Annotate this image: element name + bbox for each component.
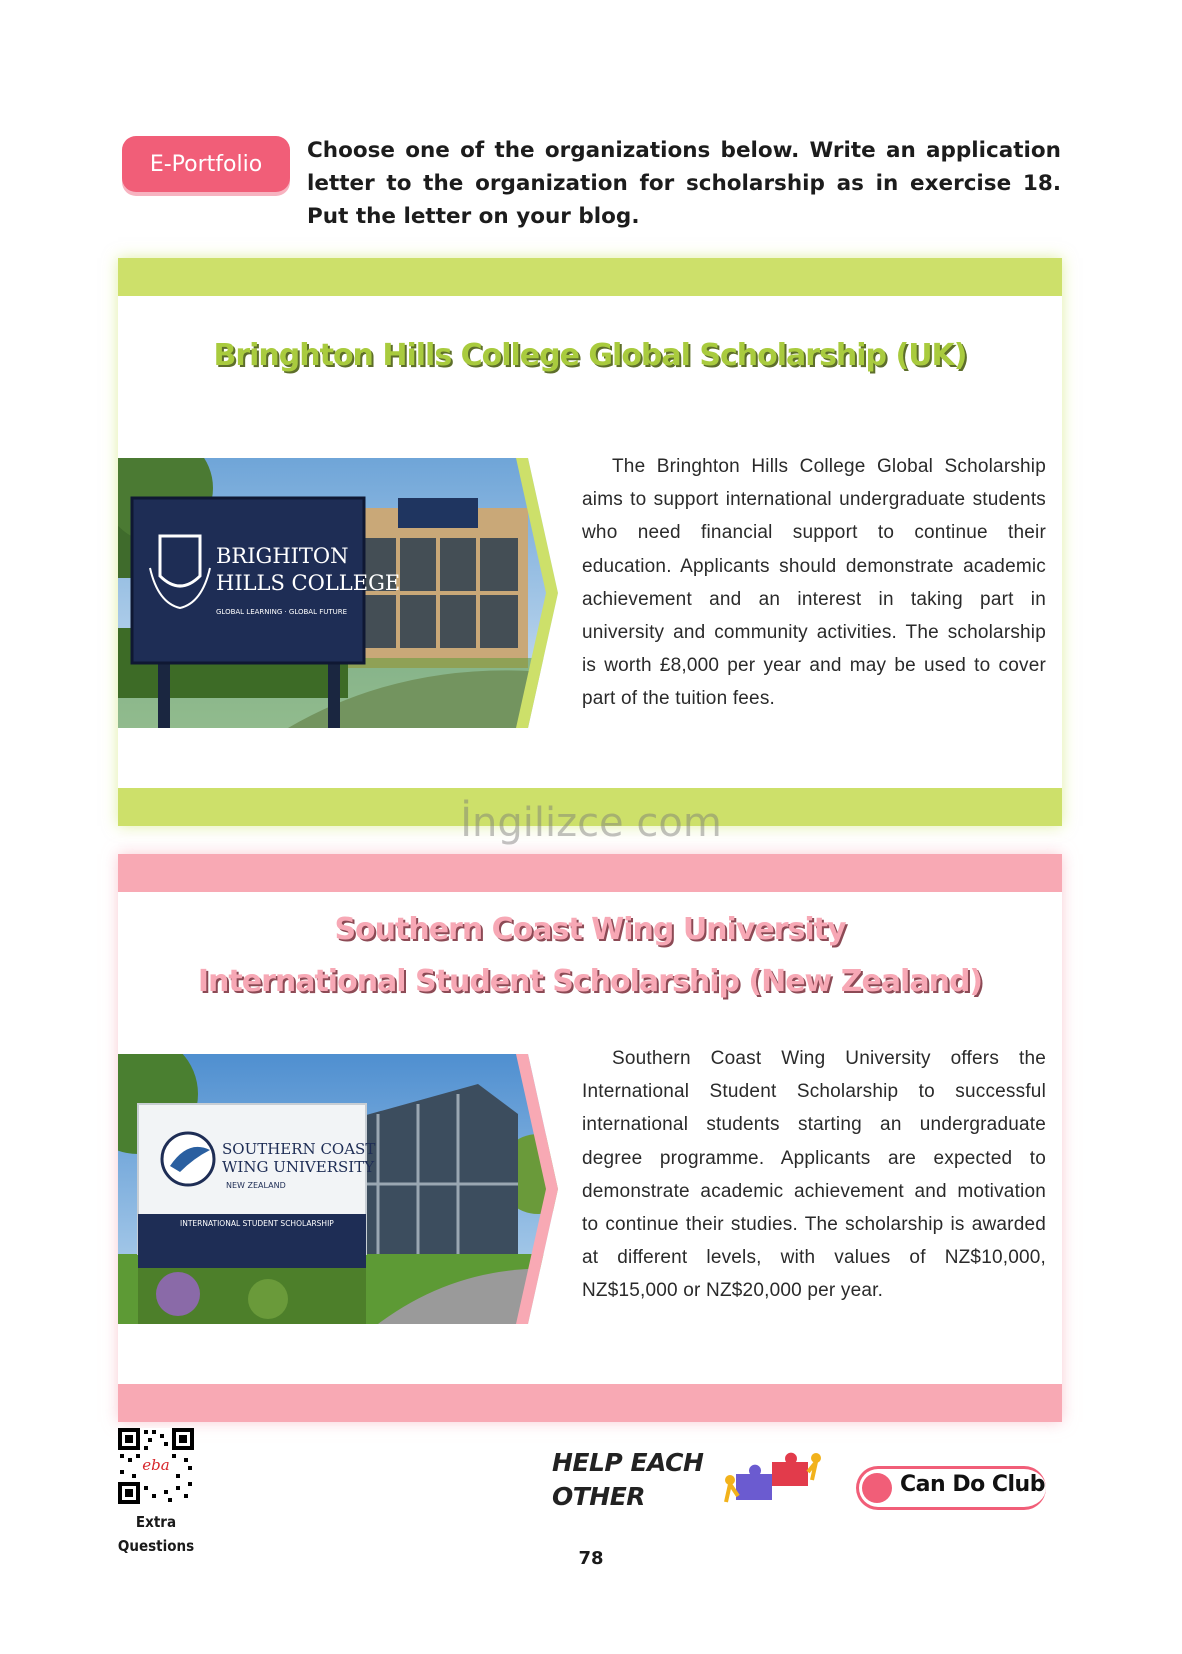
university-sign-subtitle: NEW ZEALAND — [226, 1181, 286, 1190]
card-description: The Bringhton Hills College Global Scholarship aims to support international undergraduate students who need financial support to continue their education. Applicants should demonstrate academic achievement and an interest in taking part in university and community activities. The scholarship is worth £8,000 per year and may be used to cover part of the tuition fees. — [582, 456, 1046, 710]
card-bottom-bar — [118, 1384, 1062, 1422]
can-do-club-dot — [862, 1473, 892, 1503]
task-instructions: Choose one of the organizations below. Write an application letter to the organization for scholarship as in exercise 18. Put the letter on your blog. — [307, 138, 1061, 229]
college-sign-line2: HILLS COLLEGE — [216, 571, 401, 595]
card-description: Southern Coast Wing University offers the International Student Scholarship to successful international students starting an undergraduate degree programme. Applicants are expected to demonstrate academic achievement and motivation to continue their studies. The scholarship is awarded at different levels, with values of NZ$10,000, NZ$15,000 or NZ$20,000 per year. — [582, 1048, 1046, 1302]
university-photo — [118, 1054, 558, 1324]
scholarship-card-brighton — [118, 258, 1062, 826]
puzzle-team-icon — [722, 1444, 822, 1508]
qr-logo-text: eba — [142, 1456, 170, 1474]
page-number: 78 — [578, 1548, 604, 1569]
can-do-club-text: Can Do Club — [900, 1472, 1045, 1497]
university-sign-line2: WING UNIVERSITY — [222, 1158, 375, 1176]
can-do-club-label — [856, 1466, 1056, 1512]
watermark: İngilizce com — [460, 800, 722, 846]
card-title-line1: Southern Coast Wing University — [334, 912, 846, 947]
university-sign-line1: SOUTHERN COAST — [222, 1140, 376, 1158]
card-title: Bringhton Hills College Global Scholarship (UK) — [213, 338, 967, 373]
card-top-bar — [118, 258, 1062, 296]
qr-caption: Extra Questions — [117, 1513, 195, 1555]
card-title-line2: International Student Scholarship (New Zealand) — [197, 964, 983, 999]
e-portfolio-badge: E-Portfolio — [122, 136, 290, 192]
scholarship-card-southern-coast — [118, 854, 1062, 1422]
college-photo — [118, 458, 558, 728]
qr-code[interactable] — [118, 1428, 194, 1504]
college-sign-line1: BRIGHITON — [216, 544, 349, 568]
university-sign-band: INTERNATIONAL STUDENT SCHOLARSHIP — [180, 1219, 334, 1228]
card-top-bar — [118, 854, 1062, 892]
college-sign-subtitle: GLOBAL LEARNING · GLOBAL FUTURE — [216, 608, 348, 616]
help-each-other-heading: HELP EACH OTHER — [552, 1448, 704, 1511]
